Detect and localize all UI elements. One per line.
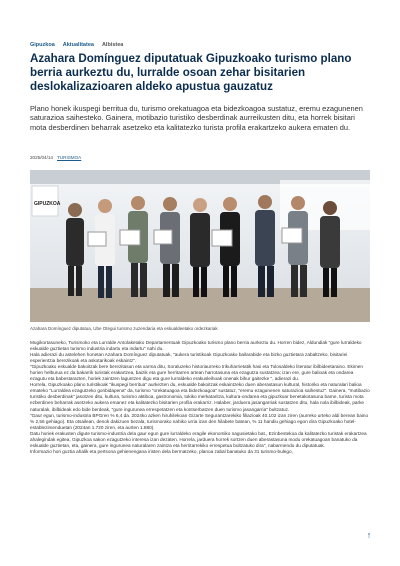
- article-title: Azahara Domínguez diputatuak Gipuzkoako turismo plano berria aurkeztu du, lurralde osoan zehar bisitarien deslokalizazioaren aldeko apustua gauzatuz: [30, 52, 352, 93]
- article-paragraph: Hala adierazi du astelehen honetan Azahara Domínguez diputatuak, "aukera turistikoak Gipuzkoako bailarabide eta bizko guztietara zabaltzeko, bisitariei esperientzia berezikoak eta askotarikoak eskaintz".: [30, 352, 348, 364]
- article-paragraph: "Gaur egun, turismo-industria BPGren % 6,4 da. 2024ko azken hiruhilekoan Gizarte Segurantzarekiko filiazioak 40.102 izan ziren (aurreko urteko aldi berean baino % 2,56 gehiago). Eta otsailean, denok dakizuen bezala, turismorako nahiko urria izan den hilabete batean, % 11 handiu gehiago egon dira Gipuzkoako hotel-establezimenduetan (2024an 1.720 ziren, eta aurten 1.880).: [30, 412, 369, 430]
- map-held-4: [212, 230, 232, 246]
- group-photo-illustration: [30, 170, 370, 322]
- photo-caption: Azahara Domínguez diputatua, Ube Otegui turismo zuzendaria eta eskualdeetako ordezkariak: [30, 326, 218, 331]
- article-paragraph: Informazio hori guztia ahalik eta pertsona gehienengana iristen dela bermatzeko, planoa zabal banatuko da 31 turismo-bulego,: [30, 448, 293, 454]
- scroll-to-top-button[interactable]: [364, 530, 374, 540]
- wall-logo-text: GIPUZKOA: [34, 201, 61, 207]
- breadcrumb-link-aktualitatea[interactable]: Aktualitatea: [62, 42, 94, 48]
- person-7: [255, 195, 275, 297]
- article-lead: Plano honek ikuspegi berritua du, turismo orekatuagoa eta bidezkoagoa sustatuz, eremu ezagunenen saturazioa saihesteko. Gainera, motibazio turistiko desberdinak aurreikusten ditu, eta horrek bisitari mota desberdinen beharrak asetzeko eta kalitatezko turista profila erakartzeko aukera ematen du.: [30, 104, 363, 132]
- map-held-1: [88, 232, 106, 246]
- article-meta: [30, 155, 81, 160]
- breadcrumb-link-gipuzkoa[interactable]: Gipuzkoa: [30, 42, 55, 48]
- article-paragraph: Datu horiek erakusten digute turismo-industria dela gaur egun gure lurraldeko eragile ekonomiko nagusietako bat., Ezinbestekoa da kalitatezko turistak erakartzea ahalegindak egitea, Gipuzkoa sakon ezagutzeko interesa izan dezaten. Horrela, jarduera horrek sortzen duen aberastasuna modu orekatuagoan banatuko da eskualde guztietan, eta, gainera, gure ingurunea naturalaren zaintza eta herritarrekiko errespetua bultzatuko dira", nabarmendu du diputatuak.: [30, 430, 367, 448]
- breadcrumb: [30, 42, 123, 48]
- article-paragraph: Mugikortasuneko, Turismoko eta Lurralde Antolaketako Departamentuak Gipuzkoako turismo plano berria aurkeztu du. Horren bidez, Aldundiak "gure lurraldeko eskualde guztietan turismo industria indartu eta indartu" nahi du.: [30, 340, 362, 352]
- article-photo: [30, 170, 370, 322]
- article-tag-link[interactable]: TURISMOA: [57, 155, 82, 160]
- map-held-5: [282, 228, 302, 243]
- arrow-up-icon: ↑: [366, 530, 372, 540]
- article-body: [30, 340, 370, 455]
- article-paragraph: Horrela, Gipuzkoako plano turistikoak "ikuspegi berritua" aurkezten du, eskualde bakoitzak eskaintzeko duen aberastasun kultural, historiko eta naturalari balioa emateko "Lurraldea ezagutzeko gonbidapena" da, turismo "orekatuagoa eta bidezkoagoa" sustatuz, "eremu ezagunenen saturazioa saihestuz". Gainera, "motibazio turistiko desberdinak" jasotzen ditu, kultura, turismo aktiboa, gastronomia, tokiko merkataritza, kultura-ondarea eta gipuzkoar benetakotasuna barne, turista mota ezberdinen beharrak asetzeko aukera emanez eta kalitatezko bisitarien profila erakarriz. Halaber, jarduera jasangarriak sustatzen ditu, hala nola ibilbideak, parke naturalak, ibilbideak edo bide berdeak, "gure ingurunea errespetatzen eta kontserbatzen duen turismo jasangarria" bultzatuz.: [30, 382, 370, 412]
- map-held-3: [154, 230, 172, 244]
- article-paragraph: "Gipuzkoako eskualde bakoitzak bere berezitasun eta xarma ditu, Soraluzeko historiaurreko trikuharrietatik hasi eta Tolosaldeko literatur ibilbideetaraino. Ekimen horien helburua ez da bakarrik turistak erakartzea, baizik eta gure herritarren artean harrotasuna eta ezagutza sustatzea; izan ere, gure balioak eta ondarea ezagutu eta babestarazten, horiek zaintzen laguntzen digu eta gure lurraldeko erakusleihoak onenak bihur gaitezke ", adierazi du.: [30, 364, 364, 382]
- article-date: 2025/04/14: [30, 155, 53, 160]
- breadcrumb-current: Albistea: [101, 42, 124, 48]
- map-held-2: [120, 230, 140, 245]
